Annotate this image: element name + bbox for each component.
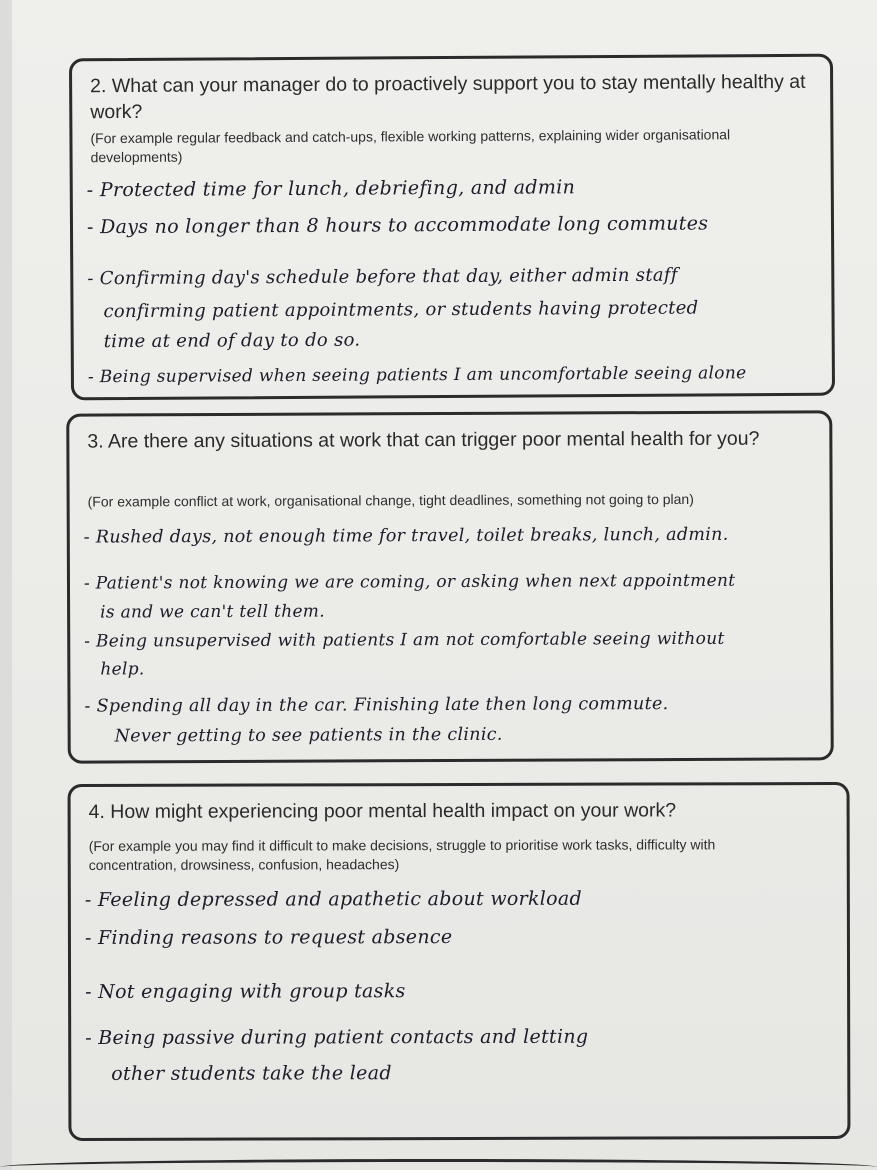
question-2-title: 2. What can your manager do to proactively support you to stay mentally healthy at work? (90, 70, 806, 124)
answer-2-line-3: - Confirming day's schedule before that day, either admin staff (87, 264, 678, 290)
answer-4-line-5: other students take the lead (111, 1062, 392, 1085)
question-4-title: 4. How might experiencing poor mental health impact on your work? (88, 799, 677, 823)
answer-2-line-6: - Being supervised when seeing patients I am uncomfortable seeing alone (87, 363, 747, 388)
answer-3-line-2: - Patient's not knowing we are coming, or asking when next appointment (83, 570, 736, 594)
answer-4-line-1: - Feeling depressed and apathetic about workload (84, 887, 583, 911)
question-3-title: 3. Are there any situations at work that can trigger poor mental health for you? (87, 427, 760, 453)
answer-3-line-3: is and we can't tell them. (100, 601, 325, 623)
question-2-hint: (For example regular feedback and catch-ups, flexible working patterns, explaining wider organisational developments) (90, 126, 731, 166)
question-2-box (69, 54, 835, 401)
answer-3-line-4: - Being unsupervised with patients I am not comfortable seeing without (84, 628, 725, 652)
answer-2-line-5: time at end of day to do so. (103, 329, 361, 353)
answer-3-line-5: help. (100, 659, 145, 680)
answer-4-line-3: - Not engaging with group tasks (85, 980, 406, 1003)
answer-3-line-1: - Rushed days, not enough time for travel, toilet breaks, lunch, admin. (83, 524, 729, 548)
question-4-hint: (For example you may find it difficult to make decisions, struggle to prioritise work tasks, difficulty with concentration, drowsiness, confusion, headaches) (88, 836, 716, 873)
question-4-box (68, 782, 851, 1141)
answer-2-line-1: - Protected time for lunch, debriefing, and admin (86, 176, 576, 202)
question-3-box (66, 410, 834, 763)
question-3-hint: (For example conflict at work, organisational change, tight deadlines, something not going to plan) (87, 490, 694, 510)
next-box-edge (0, 1159, 877, 1170)
answer-3-line-7: Never getting to see patients in the clinic. (114, 724, 503, 747)
answer-4-line-2: - Finding reasons to request absence (84, 926, 453, 949)
answer-4-line-4: - Being passive during patient contacts and letting (85, 1025, 589, 1049)
answer-2-line-4: confirming patient appointments, or students having protected (103, 297, 699, 323)
answer-3-line-6: - Spending all day in the car. Finishing late then long commute. (84, 694, 669, 717)
answer-2-line-2: - Days no longer than 8 hours to accommodate long commutes (86, 212, 709, 239)
